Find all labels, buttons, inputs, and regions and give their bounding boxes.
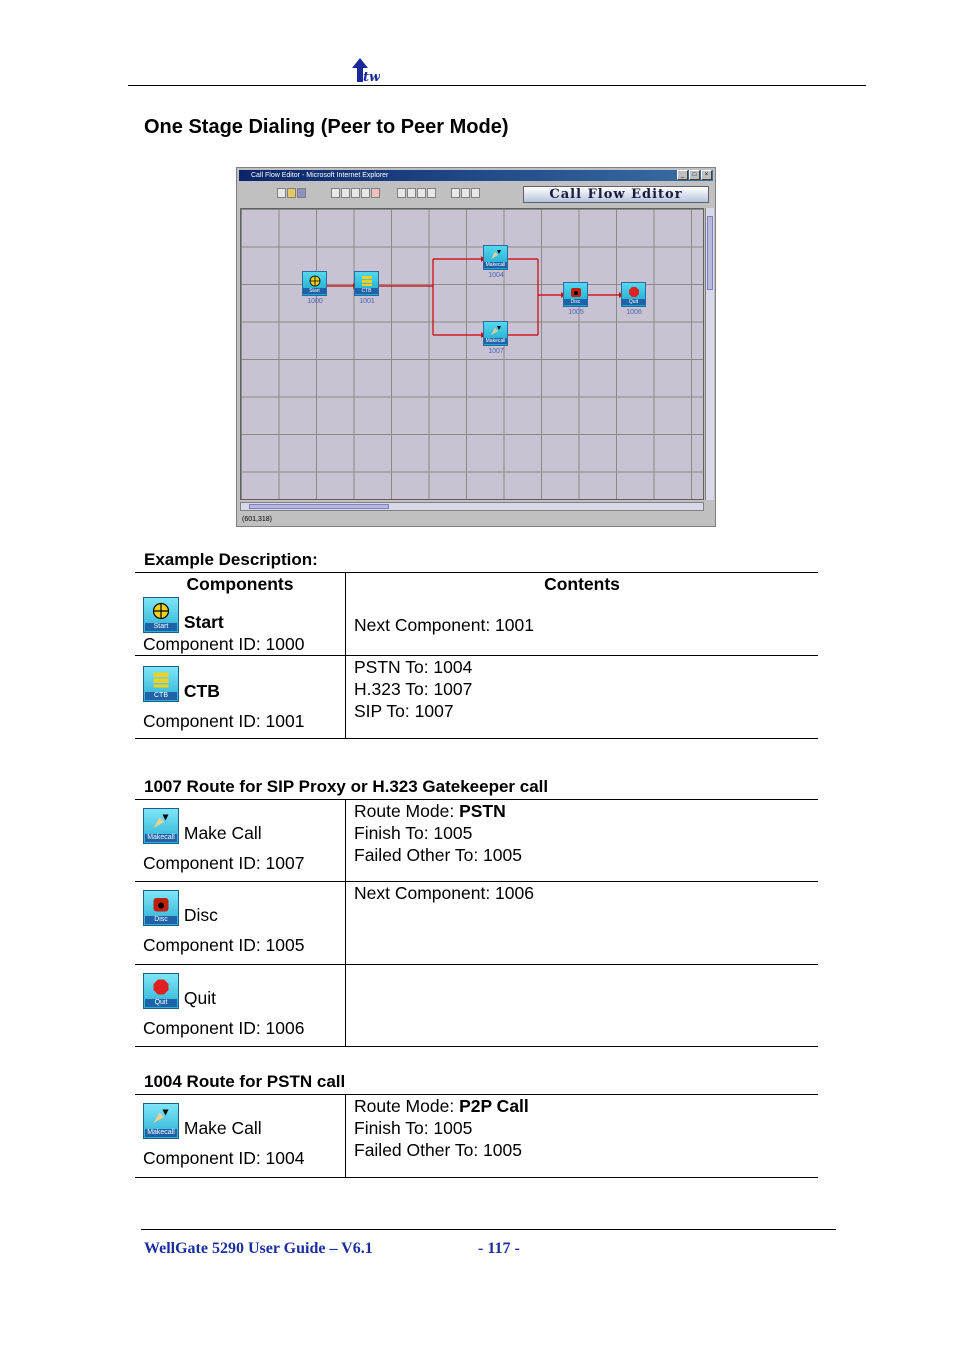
- flow-node-id: 1001: [359, 298, 375, 305]
- editor-banner: Call Flow Editor: [523, 186, 709, 203]
- zoom-icon: [451, 188, 460, 198]
- table-row: [135, 656, 818, 739]
- content-line: Next Component: 1001: [354, 615, 534, 635]
- component-id: Component ID: 1006: [143, 1018, 305, 1038]
- content-line: Failed Other To: 1005: [354, 845, 522, 865]
- component-name: Disc: [183, 905, 218, 925]
- flow-node-id: 1005: [568, 309, 584, 316]
- flow-node-ctb: CTB: [354, 271, 379, 296]
- open-icon: [287, 188, 296, 198]
- flow-node-id: 1007: [488, 348, 504, 355]
- footer-title: WellGate 5290 User Guide – V6.1: [144, 1240, 373, 1257]
- makecall-icon: Makecall: [143, 808, 179, 844]
- content-line: Next Component: 1006: [354, 883, 534, 903]
- window-title: Call Flow Editor - Microsoft Internet Explorer: [251, 172, 389, 179]
- vertical-scrollbar: [705, 208, 714, 500]
- header-rule: [128, 85, 866, 86]
- table-row: [135, 595, 818, 656]
- flow-node-makecall-1004: Makecall: [483, 245, 508, 270]
- quit-icon: Quit: [143, 973, 179, 1009]
- component-name: Start: [183, 612, 224, 632]
- component-id: Component ID: 1000: [143, 634, 305, 654]
- col-contents-header: Contents: [346, 573, 819, 596]
- flow-node-disc: Disc: [563, 282, 588, 307]
- example-table: [135, 572, 819, 739]
- scroll-thumb: [249, 504, 389, 509]
- route-1007-heading: 1007 Route for SIP Proxy or H.323 Gatekeeper call: [144, 777, 549, 796]
- makecall-icon: [490, 249, 502, 261]
- undo-icon: [361, 188, 370, 198]
- flow-node-quit: Quit: [621, 282, 646, 307]
- start-icon: Start: [143, 597, 179, 633]
- status-bar: (601,318): [242, 516, 272, 523]
- route-1004-table: [135, 1094, 819, 1178]
- content-line: SIP To: 1007: [354, 701, 454, 721]
- pen-icon: [397, 188, 406, 198]
- col-components-header: Components: [135, 573, 346, 596]
- horizontal-scrollbar: [240, 502, 704, 511]
- settings-icon: [471, 188, 480, 198]
- start-icon: [309, 275, 321, 287]
- page-number: - 117 -: [478, 1240, 520, 1257]
- table-row: [135, 965, 818, 1047]
- component-name: Make Call: [183, 1118, 262, 1138]
- flow-node-id: 1006: [626, 309, 642, 316]
- flow-node-id: 1000: [307, 298, 323, 305]
- component-name: CTB: [183, 681, 220, 701]
- component-name: Quit: [183, 988, 216, 1008]
- delete-icon: [371, 188, 380, 198]
- company-logo: [348, 56, 380, 84]
- page-title: One Stage Dialing (Peer to Peer Mode): [144, 116, 509, 138]
- quit-icon: [628, 286, 640, 298]
- disc-icon: Disc: [143, 890, 179, 926]
- call-flow-editor-screenshot: [236, 167, 716, 527]
- window-title-bar: [239, 170, 713, 181]
- component-id: Component ID: 1005: [143, 935, 305, 955]
- table-row: [135, 800, 818, 882]
- makecall-icon: [490, 325, 502, 337]
- makecall-icon: Makecall: [143, 1103, 179, 1139]
- content-line: Finish To: 1005: [354, 1118, 473, 1138]
- grid-icon: [461, 188, 470, 198]
- flow-node-makecall-1007: Makecall: [483, 321, 508, 346]
- content-line: Route Mode: P2P Call: [354, 1096, 529, 1116]
- content-line: Route Mode: PSTN: [354, 801, 506, 821]
- new-icon: [277, 188, 286, 198]
- component-id: Component ID: 1004: [143, 1148, 305, 1168]
- content-line: H.323 To: 1007: [354, 679, 473, 699]
- save-icon: [297, 188, 306, 198]
- help-icon: [427, 188, 436, 198]
- table-row: [135, 1095, 818, 1178]
- flow-node-start: Start: [302, 271, 327, 296]
- component-id: Component ID: 1007: [143, 853, 305, 873]
- content-line: Failed Other To: 1005: [354, 1140, 522, 1160]
- table-row: [135, 882, 818, 965]
- pointer-icon: [407, 188, 416, 198]
- component-name: Make Call: [183, 823, 262, 843]
- maximize-icon: □: [689, 170, 700, 180]
- cut-icon: [331, 188, 340, 198]
- minimize-icon: _: [677, 170, 688, 180]
- flow-connectors: [241, 209, 704, 500]
- ctb-icon: CTB: [143, 666, 179, 702]
- scroll-thumb: [707, 216, 713, 290]
- component-id: Component ID: 1001: [143, 711, 305, 731]
- content-line: PSTN To: 1004: [354, 657, 473, 677]
- footer-rule: [141, 1229, 836, 1230]
- example-heading: Example Description:: [144, 550, 318, 569]
- flow-canvas: [240, 208, 704, 500]
- hand-icon: [417, 188, 426, 198]
- svg-text:tw: tw: [363, 70, 380, 84]
- content-line: Finish To: 1005: [354, 823, 473, 843]
- route-1007-table: [135, 799, 819, 1047]
- copy-icon: [341, 188, 350, 198]
- window-controls: [677, 170, 712, 180]
- ctb-icon: [361, 275, 373, 287]
- close-icon: ×: [701, 170, 712, 180]
- flow-node-id: 1004: [488, 272, 504, 279]
- route-1004-heading: 1004 Route for PSTN call: [144, 1072, 346, 1091]
- disc-icon: [570, 286, 582, 298]
- paste-icon: [351, 188, 360, 198]
- editor-toolbar: [239, 183, 713, 205]
